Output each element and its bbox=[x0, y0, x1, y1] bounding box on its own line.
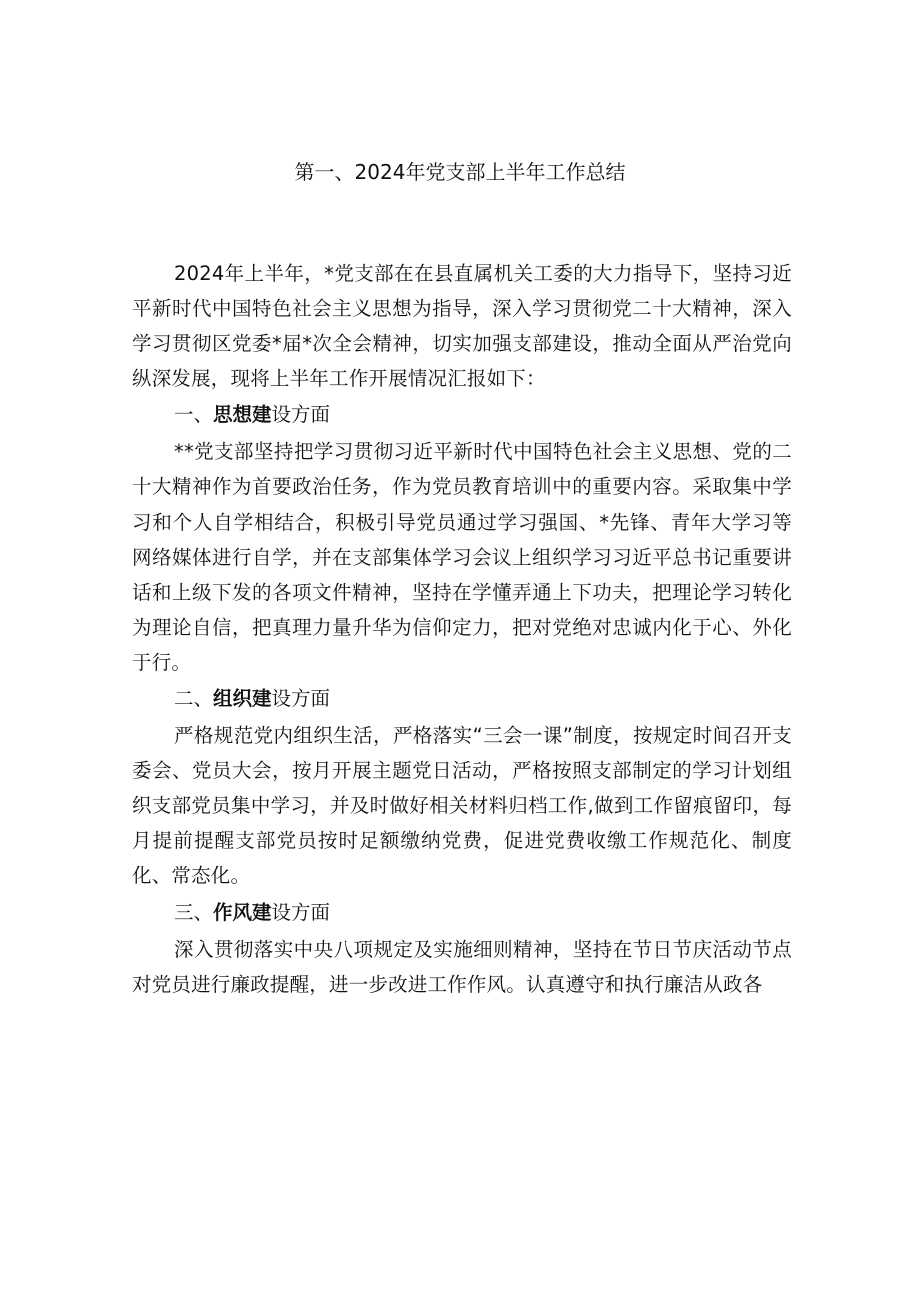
section-heading-bold: 组织建 bbox=[213, 687, 272, 711]
section-paragraph-1: **党支部坚持把学习贯彻习近平新时代中国特色社会主义思想、党的二十大精神作为首要政治任务，作为党员教育培训中的重要内容。采取集中学习和个人自学相结合，积极引导党员通过学习强国、*先锋、青年大学习等网络媒体进行自学，并在支部集体学习会议上组织学习习近平总书记重要讲话和上级下发的各项文件精神，坚持在学懂弄通上下功夫，把理论学习转化为理论自信，把真理力量升华为信仰定力，把对党绝对忠诚内化于心、外化于行。 bbox=[132, 440, 792, 674]
section-number: 三、 bbox=[174, 900, 214, 924]
section-heading-2 bbox=[132, 680, 792, 718]
section-heading-3 bbox=[132, 894, 792, 932]
section-number: 二、 bbox=[174, 687, 214, 711]
document-body bbox=[132, 256, 792, 1002]
section-number: 一、 bbox=[174, 403, 214, 427]
section-paragraph-2: 严格规范党内组织生活，严格落实“三会一课”制度，按规定时间召开支委会、党员大会，按月开展主题党日活动，严格按照支部制定的学习计划组织支部党员集中学习，并及时做好相关材料归档工作,做到工作留痕留印，每月提前提醒支部党员按时足额缴纳党费，促进党费收缴工作规范化、制度化、常态化。 bbox=[132, 724, 792, 888]
document-title: 第一、2024年党支部上半年工作总结 bbox=[294, 160, 626, 184]
section-paragraph-3: 深入贯彻落实中央八项规定及实施细则精神，坚持在节日节庆活动节点对党员进行廉政提醒，进一步改进工作作风。认真遵守和执行廉洁从政各 bbox=[132, 937, 792, 996]
section-heading-rest: 设方面 bbox=[271, 687, 331, 711]
section-heading-rest: 设方面 bbox=[271, 900, 331, 924]
section-heading-bold: 思想建 bbox=[213, 403, 272, 427]
intro-paragraph: 2024年上半年，*党支部在在县直属机关工委的大力指导下，坚持习近平新时代中国特色社会主义思想为指导，深入学习贯彻党二十大精神，深入学习贯彻区党委*届*次全会精神，切实加强支部建设，推动全面从严治党向纵深发展，现将上半年工作开展情况汇报如下： bbox=[132, 262, 792, 391]
section-heading-rest: 设方面 bbox=[271, 403, 331, 427]
section-heading-1 bbox=[132, 396, 792, 434]
section-heading-bold: 作风建 bbox=[213, 900, 272, 924]
